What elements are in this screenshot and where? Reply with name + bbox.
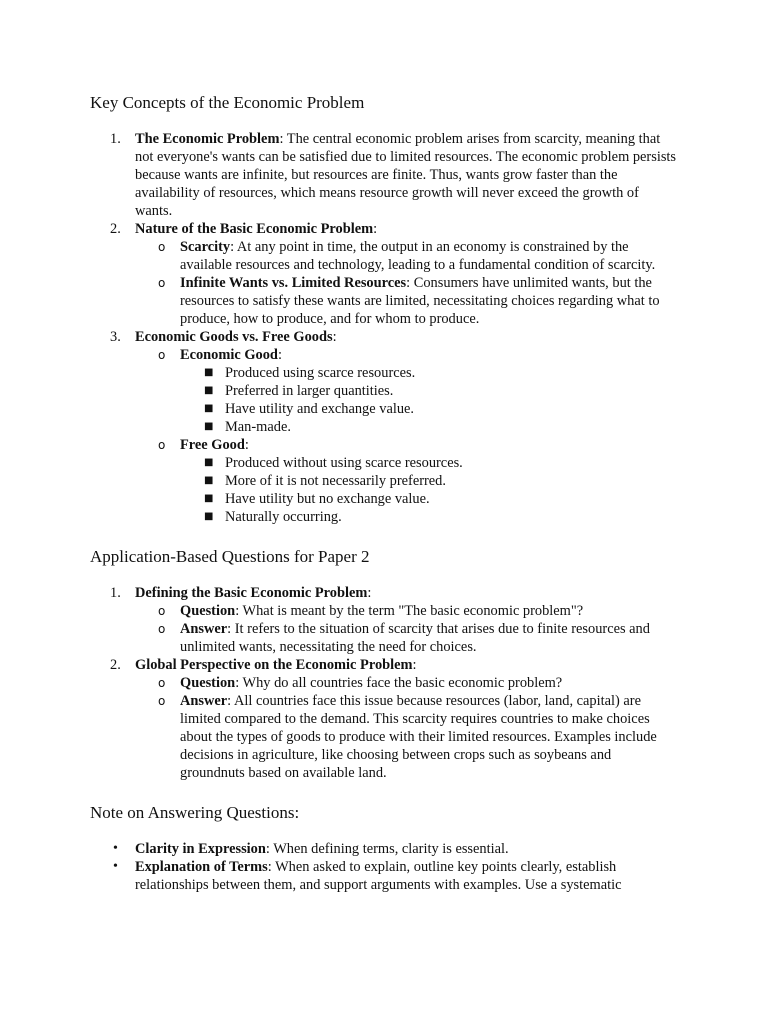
section-heading-application: Application-Based Questions for Paper 2 (90, 547, 370, 566)
sub-list-item (135, 346, 678, 436)
square-bullet-icon: ■ (204, 403, 214, 414)
sub-list (135, 238, 678, 328)
item-text: Produced without using scarce resources. (225, 455, 463, 471)
sub-list (135, 674, 678, 782)
application-list (90, 584, 678, 782)
sub-sub-list (180, 364, 678, 436)
item-text: : (332, 329, 337, 345)
item-text: Man-made. (225, 419, 291, 435)
item-text: : When asked to explain, outline key points clearly, establish relationships between them, and support arguments with examples. Use a systematic (135, 859, 622, 893)
square-bullet-icon: ■ (204, 367, 214, 378)
list-item (90, 840, 678, 858)
circle-bullet-icon: o (158, 348, 166, 362)
item-text: Naturally occurring. (225, 509, 342, 525)
list-number: 3. (110, 329, 121, 345)
term-label: Answer (180, 693, 228, 709)
term-label: Answer (180, 621, 228, 637)
list-item (90, 858, 678, 894)
item-text: : (367, 585, 372, 601)
square-bullet-icon: ■ (204, 421, 214, 432)
item-text: : At any point in time, the output in an economy is constrained by the available resources and technology, leading to a fundamental condition of scarcity. (180, 239, 656, 273)
circle-bullet-icon: o (158, 438, 166, 452)
square-bullet-icon: ■ (204, 457, 214, 468)
square-bullet-icon: ■ (204, 475, 214, 486)
square-bullet-icon: ■ (204, 385, 214, 396)
circle-bullet-icon: o (158, 676, 166, 690)
section-heading-key-concepts: Key Concepts of the Economic Problem (90, 93, 365, 112)
item-text: : (277, 347, 282, 363)
term-label: Scarcity (180, 239, 231, 255)
section-heading-note: Note on Answering Questions: (90, 803, 300, 822)
item-text: : (373, 221, 378, 237)
list-item (90, 656, 678, 782)
item-text: : It refers to the situation of scarcity that arises due to finite resources and unlimited wants, necessitating the need for choices. (180, 621, 650, 655)
sub-list-item (135, 692, 678, 782)
term-label: Nature of the Basic Economic Problem (135, 221, 374, 237)
sub-list-item (135, 674, 678, 692)
list-number: 2. (110, 221, 121, 237)
item-text: : All countries face this issue because resources (labor, land, capital) are limited compared to the demand. This scarcity requires countries to make choices about the types of goods to produce with their limited resources. Examples include decisions in agriculture, like choosing between crops such as soybeans and groundnuts based on available land. (180, 693, 657, 781)
circle-bullet-icon: o (158, 694, 166, 708)
term-label: Infinite Wants vs. Limited Resources (180, 275, 407, 291)
item-text: : When defining terms, clarity is essential. (265, 841, 509, 857)
sub-sub-list-item (180, 364, 678, 382)
square-bullet-icon: ■ (204, 493, 214, 504)
sub-sub-list-item (180, 454, 678, 472)
list-item (90, 328, 678, 526)
key-concepts-list (90, 130, 678, 526)
term-label: The Economic Problem (135, 131, 280, 147)
item-text: : (244, 437, 249, 453)
circle-bullet-icon: o (158, 276, 166, 290)
term-label: Global Perspective on the Economic Problem (135, 657, 413, 673)
item-text: : What is meant by the term "The basic economic problem"? (235, 603, 584, 619)
circle-bullet-icon: o (158, 622, 166, 636)
note-list (90, 840, 678, 894)
sub-sub-list (180, 454, 678, 526)
sub-list-item (135, 274, 678, 328)
term-label: Economic Good (180, 347, 278, 363)
sub-sub-list-item (180, 508, 678, 526)
item-text: More of it is not necessarily preferred. (225, 473, 446, 489)
term-label: Economic Goods vs. Free Goods (135, 329, 333, 345)
item-text: : (412, 657, 417, 673)
term-label: Defining the Basic Economic Problem (135, 585, 368, 601)
sub-sub-list-item (180, 418, 678, 436)
circle-bullet-icon: o (158, 604, 166, 618)
term-label: Question (180, 675, 236, 691)
bullet-icon: • (113, 841, 118, 856)
sub-sub-list-item (180, 382, 678, 400)
term-label: Explanation of Terms (135, 859, 268, 875)
list-number: 1. (110, 131, 121, 147)
list-item (90, 584, 678, 656)
list-item (90, 130, 678, 220)
item-text: Have utility and exchange value. (225, 401, 415, 417)
sub-list (135, 346, 678, 526)
square-bullet-icon: ■ (204, 511, 214, 522)
item-text: : The central economic problem arises from scarcity, meaning that not everyone's wants can be satisfied due to limited resources. The economic problem persists because wants are infinite, but resources are finite. Thus, wants grow faster than the availability of resources, which means resource growth will never exceed the growth of wants. (135, 131, 677, 219)
item-text: Preferred in larger quantities. (225, 383, 394, 399)
sub-list-item (135, 238, 678, 274)
list-number: 1. (110, 585, 121, 601)
item-text: : Consumers have unlimited wants, but the resources to satisfy these wants are limited, necessitating choices regarding what to produce, how to produce, and for whom to produce. (180, 275, 660, 327)
sub-sub-list-item (180, 400, 678, 418)
list-number: 2. (110, 657, 121, 673)
term-label: Question (180, 603, 236, 619)
sub-list-item (135, 436, 678, 526)
circle-bullet-icon: o (158, 240, 166, 254)
item-text: Produced using scarce resources. (225, 365, 416, 381)
sub-list-item (135, 602, 678, 620)
item-text: : Why do all countries face the basic economic problem? (235, 675, 563, 691)
sub-list-item (135, 620, 678, 656)
bullet-icon: • (113, 859, 118, 874)
sub-sub-list-item (180, 490, 678, 508)
term-label: Free Good (180, 437, 245, 453)
list-item (90, 220, 678, 328)
sub-sub-list-item (180, 472, 678, 490)
sub-list (135, 602, 678, 656)
term-label: Clarity in Expression (135, 841, 266, 857)
item-text: Have utility but no exchange value. (225, 491, 430, 507)
